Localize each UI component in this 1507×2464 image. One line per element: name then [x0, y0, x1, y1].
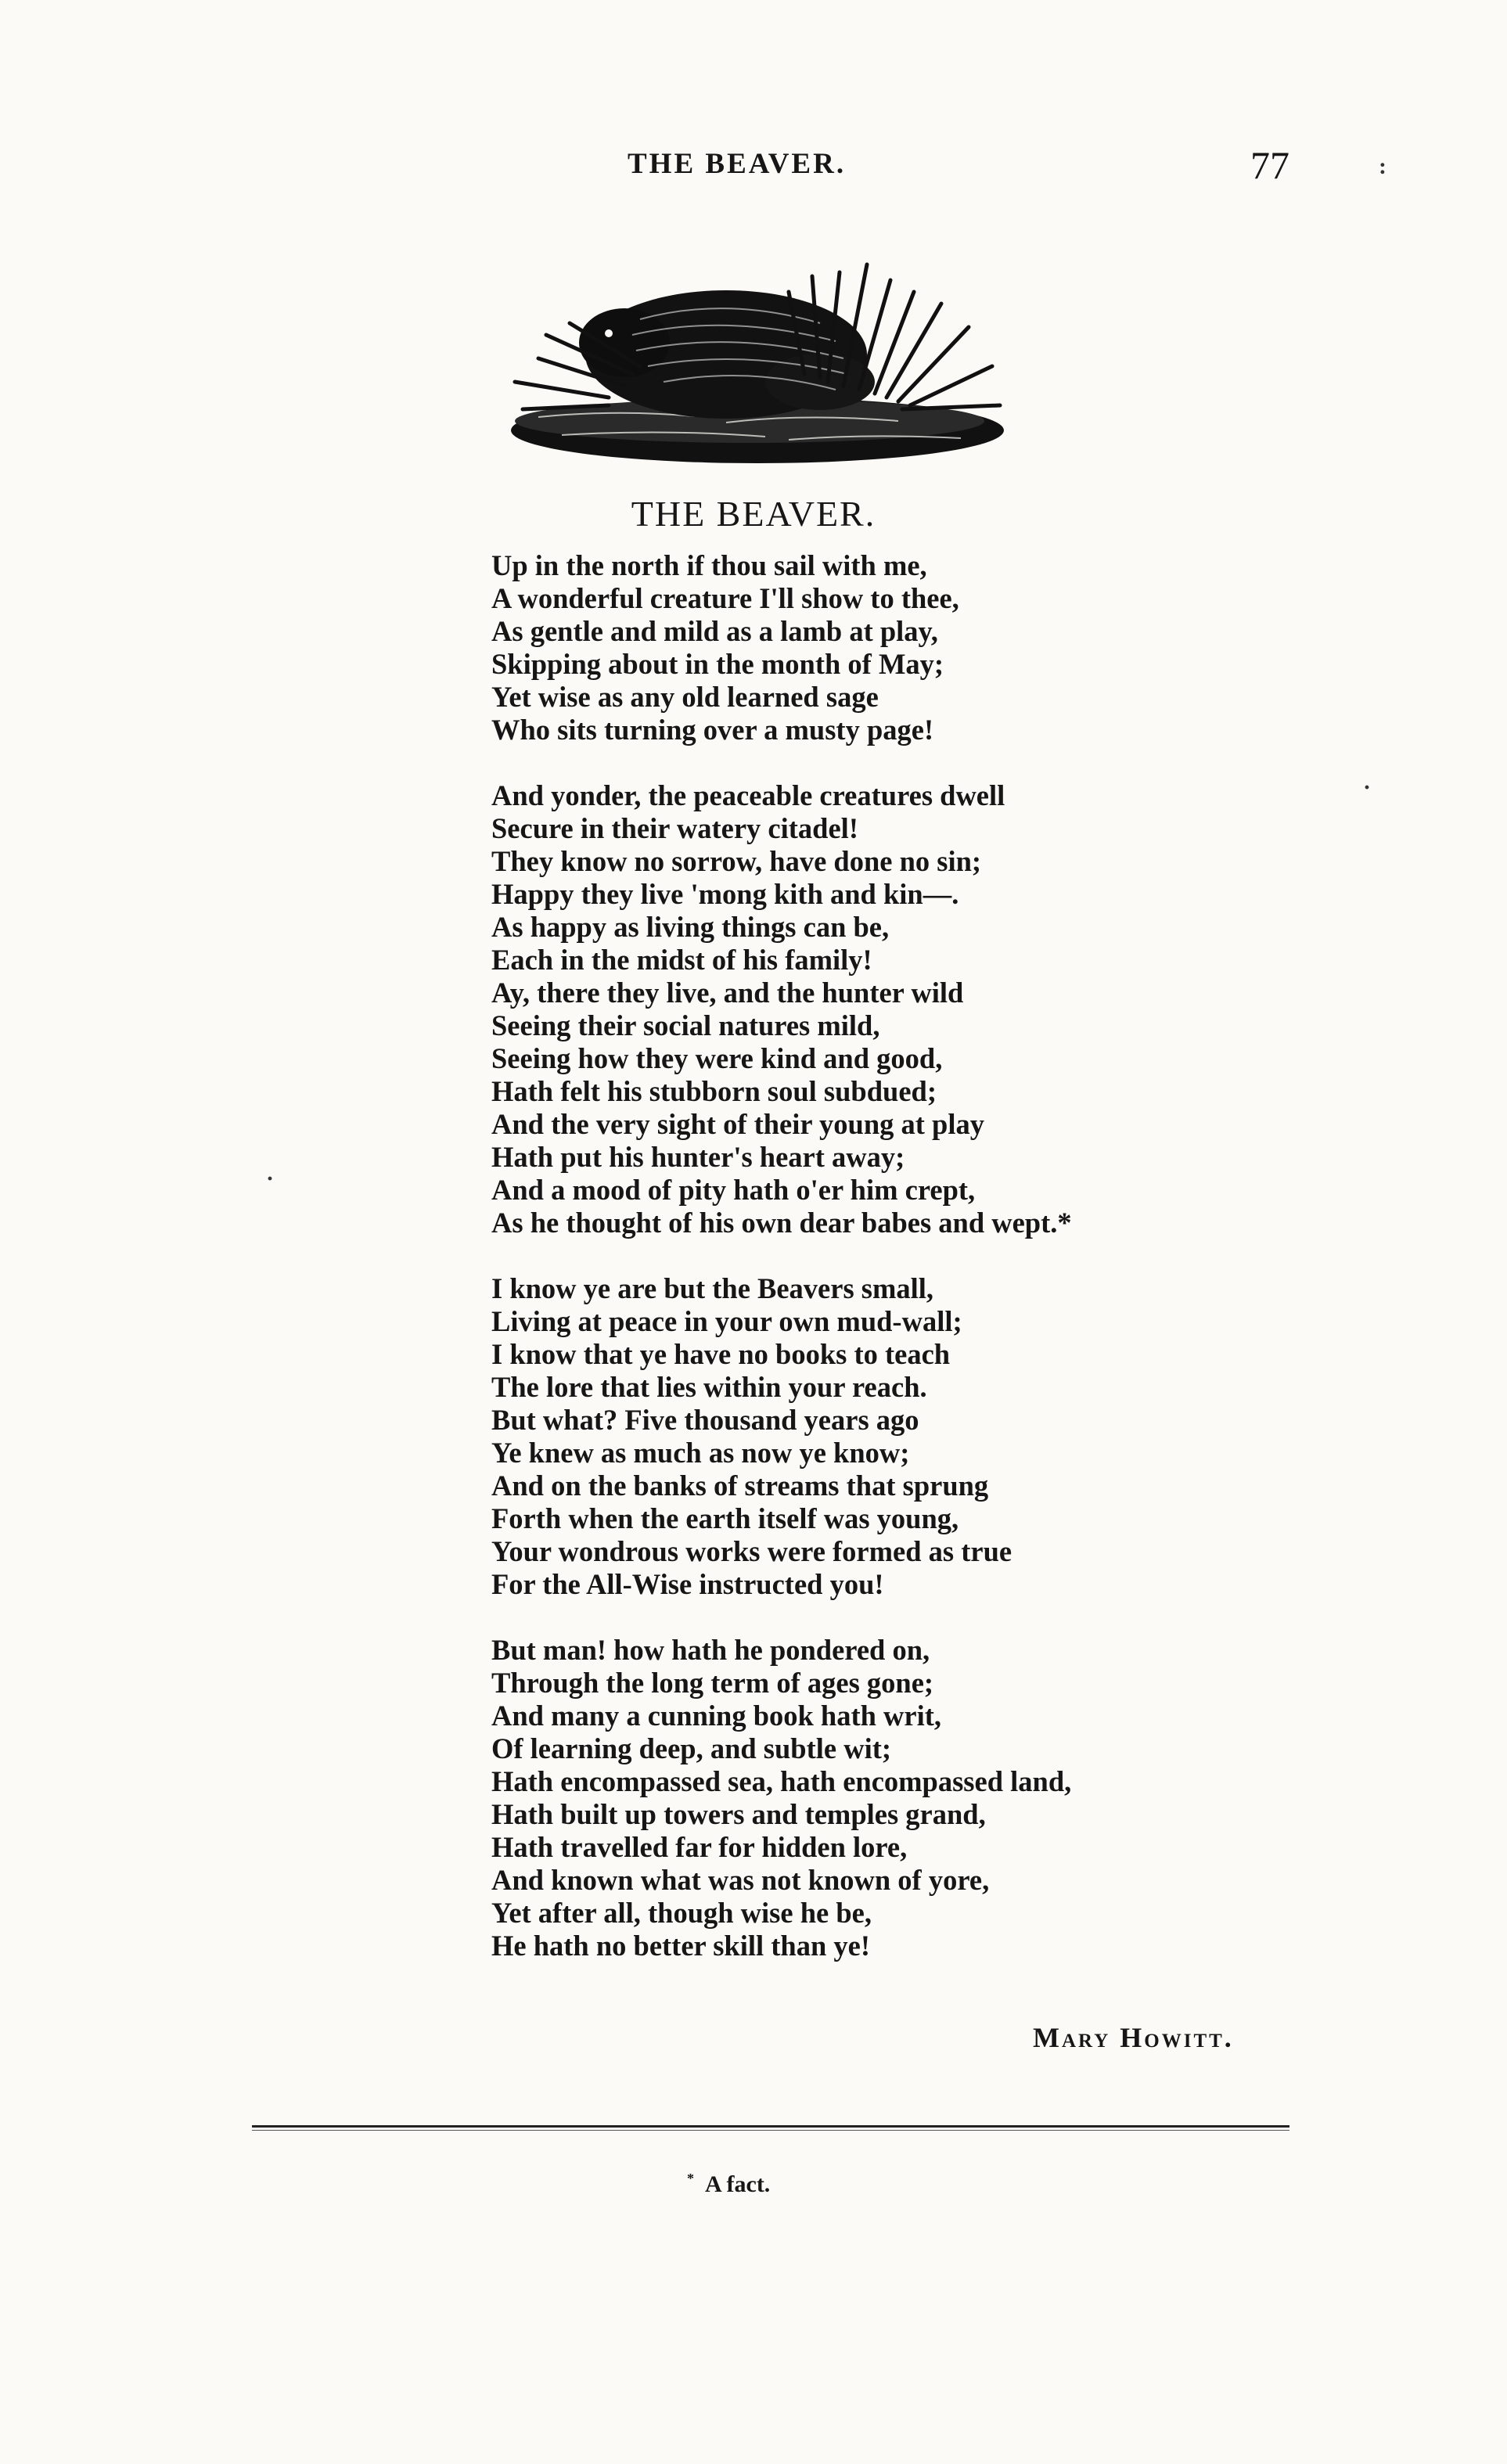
poem-line: Happy they live 'mong kith and kin—.	[491, 878, 959, 910]
stanza	[491, 1272, 1313, 1601]
poem-line: The lore that lies within your reach.	[491, 1371, 927, 1403]
stanza	[491, 779, 1313, 1239]
footnote-divider	[252, 2125, 1289, 2131]
footnote	[687, 2171, 770, 2198]
stanza	[491, 1634, 1313, 1962]
poem-title: THE BEAVER.	[631, 494, 876, 534]
poem-line: And yonder, the peaceable creatures dwell	[491, 779, 1005, 811]
poem-line: Through the long term of ages gone;	[491, 1667, 934, 1699]
poem-line: Hath travelled far for hidden lore,	[491, 1831, 908, 1863]
poem-line: Hath felt his stubborn soul subdued;	[491, 1075, 937, 1107]
page-number: 77	[1250, 143, 1289, 187]
poem-line: I know that ye have no books to teach	[491, 1338, 951, 1370]
poem-line: For the All-Wise instructed you!	[491, 1568, 884, 1600]
poem-line: He hath no better skill than ye!	[491, 1930, 870, 1962]
poem-line: Forth when the earth itself was young,	[491, 1502, 959, 1534]
poem-line: But what? Five thousand years ago	[491, 1404, 919, 1436]
poem-line: A wonderful creature I'll show to thee,	[491, 582, 959, 614]
poem-line: And many a cunning book hath writ,	[491, 1700, 942, 1732]
poem-line: Secure in their watery citadel!	[491, 812, 858, 844]
poem-line: Yet after all, though wise he be,	[491, 1897, 872, 1929]
poem-line: Ye knew as much as now ye know;	[491, 1437, 910, 1469]
running-title: THE BEAVER.	[628, 148, 847, 180]
poem-line: Ay, there they live, and the hunter wild	[491, 977, 964, 1009]
author-attribution: Mary Howitt.	[1033, 2022, 1234, 2053]
beaver-engraving-icon	[491, 249, 1008, 472]
poem-line: And a mood of pity hath o'er him crept,	[491, 1174, 976, 1206]
poem-line: Seeing how they were kind and good,	[491, 1042, 943, 1074]
poem-line: And on the banks of streams that sprung	[491, 1469, 989, 1502]
poem-line: Seeing their social natures mild,	[491, 1009, 880, 1041]
poem-line: Yet wise as any old learned sage	[491, 681, 879, 713]
stanza	[491, 549, 1313, 746]
poem-line: They know no sorrow, have done no sin;	[491, 845, 982, 877]
poem-line: Hath put his hunter's heart away;	[491, 1141, 905, 1173]
poem-line: And the very sight of their young at play	[491, 1108, 984, 1140]
margin-speck: ·	[266, 1166, 275, 1192]
margin-speck: ·	[1363, 775, 1372, 800]
poem-line: As happy as living things can be,	[491, 911, 890, 943]
poem-line: But man! how hath he pondered on,	[491, 1634, 930, 1666]
poem-line: And known what was not known of yore,	[491, 1864, 990, 1896]
poem-line: Of learning deep, and subtle wit;	[491, 1732, 892, 1764]
poem-line: Your wondrous works were formed as true	[491, 1535, 1012, 1567]
poem-line: Living at peace in your own mud-wall;	[491, 1305, 962, 1337]
poem-line: Up in the north if thou sail with me,	[491, 549, 927, 581]
footnote-marker: *	[687, 2171, 694, 2186]
poem-body	[491, 549, 1313, 1995]
poem-line: Skipping about in the month of May;	[491, 648, 944, 680]
poem-line: Each in the midst of his family!	[491, 944, 872, 976]
margin-speck: :	[1379, 153, 1387, 179]
poem-line: As gentle and mild as a lamb at play,	[491, 615, 938, 647]
poem-line: As he thought of his own dear babes and wept.*	[491, 1207, 1072, 1239]
poem-line: I know ye are but the Beavers small,	[491, 1272, 934, 1304]
poem-line: Hath encompassed sea, hath encompassed land,	[491, 1765, 1072, 1797]
poem-line: Who sits turning over a musty page!	[491, 714, 934, 746]
footnote-text: A fact.	[705, 2171, 771, 2197]
poem-line: Hath built up towers and temples grand,	[491, 1798, 986, 1830]
